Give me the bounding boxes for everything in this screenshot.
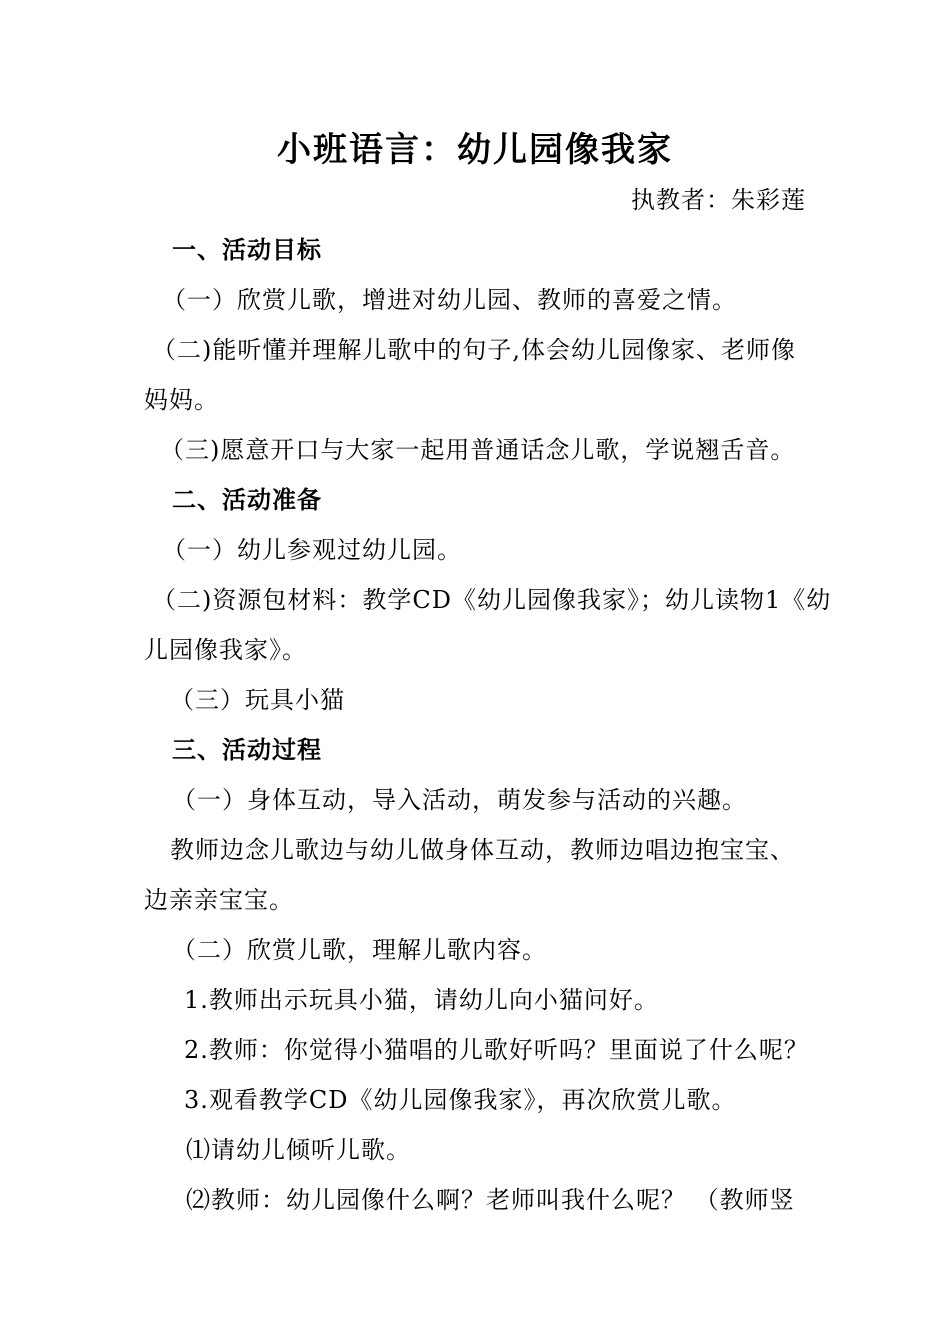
- paragraph-line: （二）欣赏儿歌，理解儿歌内容。: [172, 936, 547, 964]
- paragraph-line: 儿园像我家》。: [144, 636, 307, 664]
- paragraph-line: （一）身体互动，导入活动，萌发参与活动的兴趣。: [172, 786, 747, 814]
- page-title: 小班语言：幼儿园像我家: [277, 130, 673, 170]
- paragraph-line: 1.教师出示玩具小猫，请幼儿向小猫问好。: [184, 986, 659, 1014]
- paragraph-line: （三）玩具小猫: [170, 686, 345, 714]
- author-line: 执教者：朱彩莲: [631, 186, 806, 214]
- paragraph-line: 3.观看教学CD《幼儿园像我家》，再次欣赏儿歌。: [184, 1086, 737, 1114]
- paragraph-line: （一）幼儿参观过幼儿园。: [162, 536, 462, 564]
- paragraph-line: 妈妈。: [144, 386, 219, 414]
- paragraph-line: （三)愿意开口与大家一起用普通话念儿歌，学说翘舌音。: [160, 436, 796, 464]
- paragraph-line: ⑵教师：幼儿园像什么啊？老师叫我什么呢？ （教师竖: [186, 1186, 795, 1214]
- paragraph-line: （二)资源包材料：教学CD《幼儿园像我家》；幼儿读物1《幼: [152, 586, 832, 614]
- section-heading-goals: 一、活动目标: [172, 236, 322, 264]
- paragraph-line: 边亲亲宝宝。: [144, 886, 294, 914]
- paragraph-line: （一）欣赏儿歌，增进对幼儿园、教师的喜爱之情。: [162, 286, 737, 314]
- section-heading-preparation: 二、活动准备: [172, 486, 322, 514]
- paragraph-line: ⑴请幼儿倾听儿歌。: [186, 1136, 411, 1164]
- paragraph-line: 教师边念儿歌边与幼儿做身体互动，教师边唱边抱宝宝、: [170, 836, 795, 864]
- section-heading-process: 三、活动过程: [172, 736, 322, 764]
- paragraph-line: （二)能听懂并理解儿歌中的句子,体会幼儿园像家、老师像: [152, 336, 796, 364]
- paragraph-line: 2.教师：你觉得小猫唱的儿歌好听吗？里面说了什么呢？: [184, 1036, 809, 1064]
